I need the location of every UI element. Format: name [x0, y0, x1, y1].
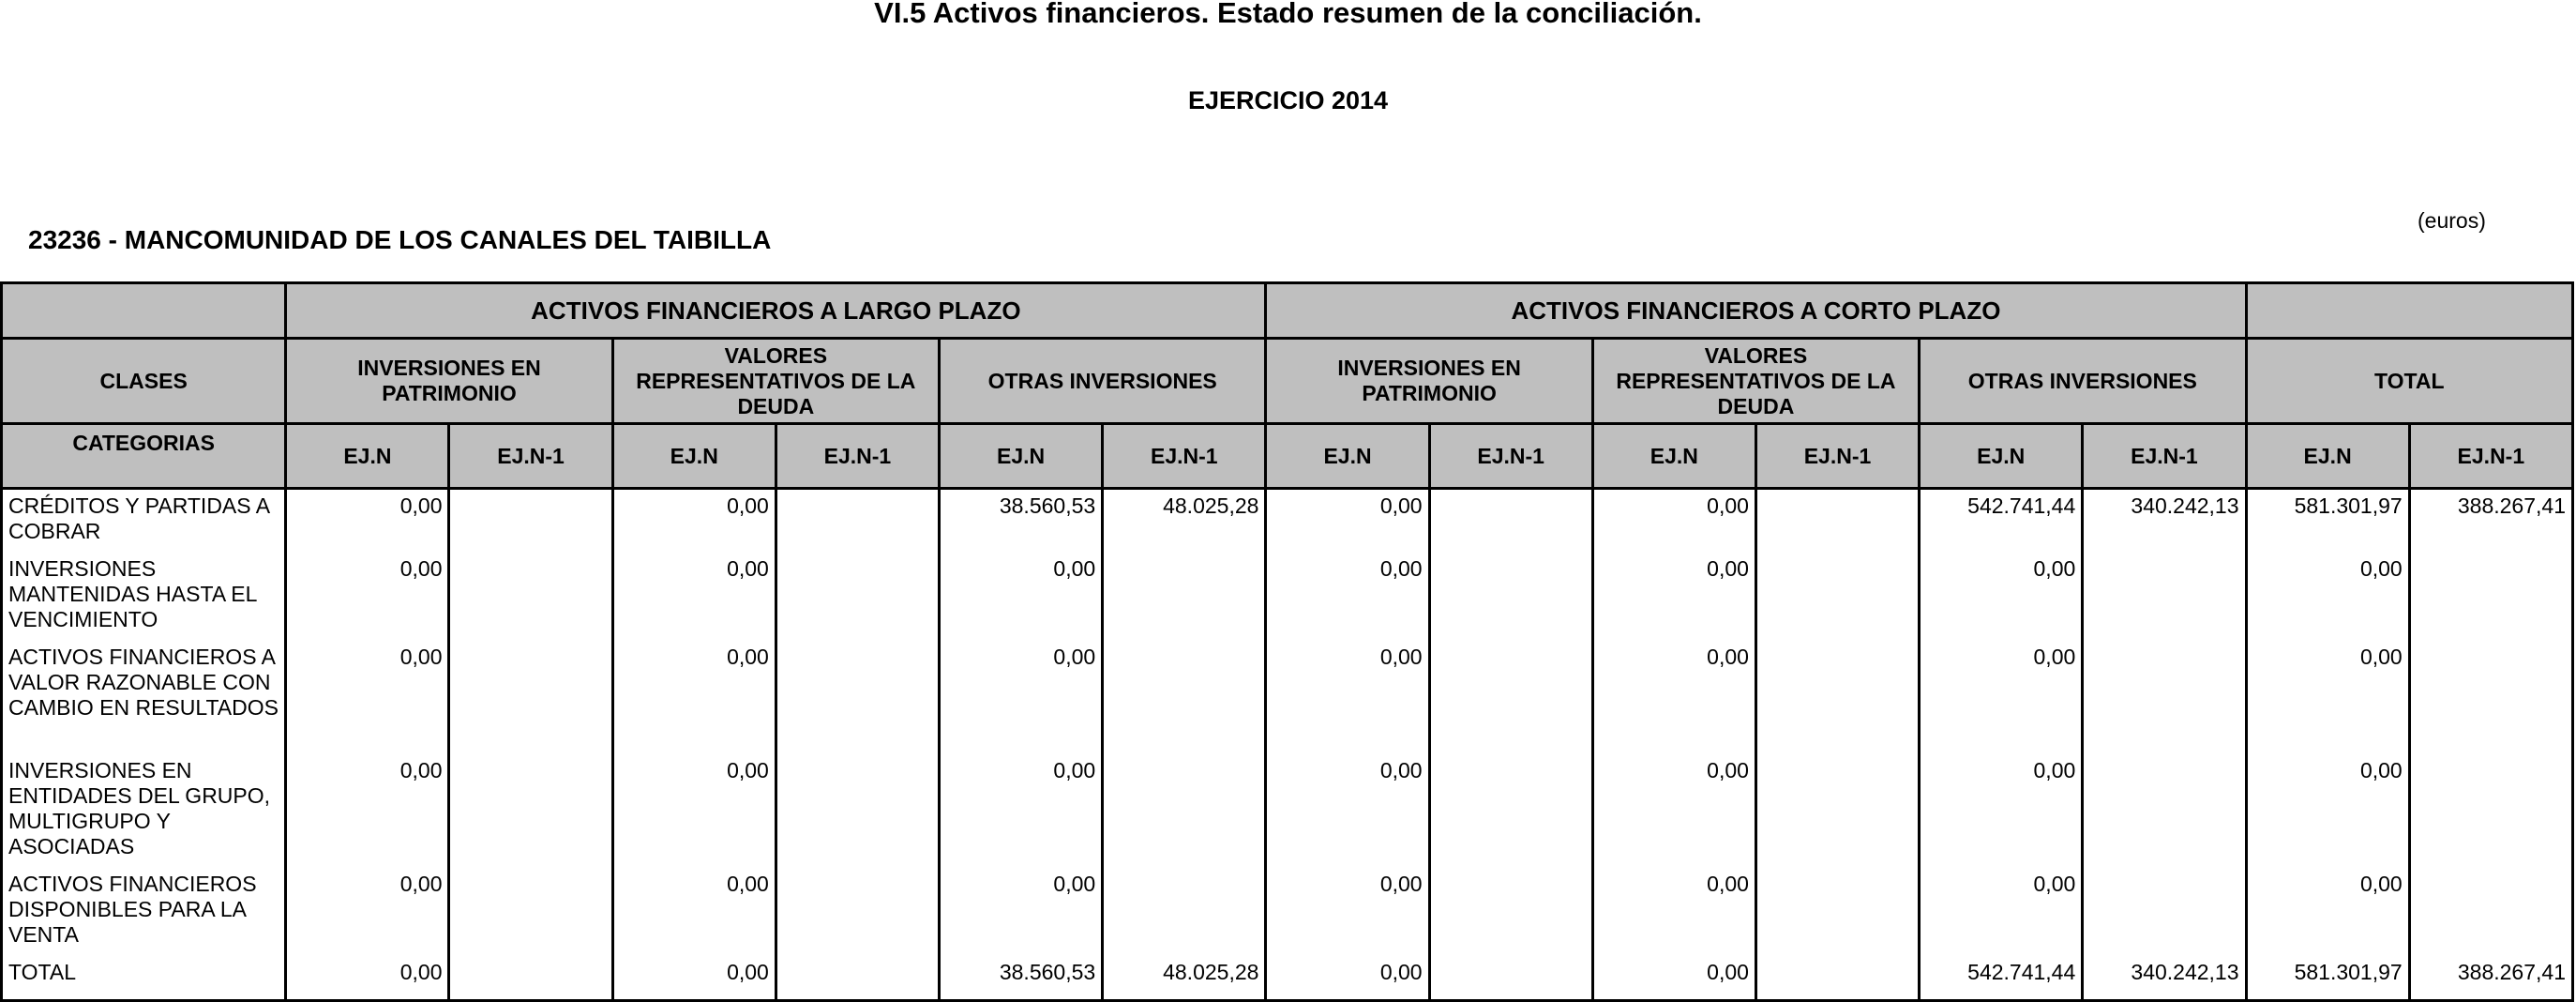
- table-cell: 581.301,97: [2246, 956, 2409, 1001]
- ej-n-header: EJ.N: [286, 424, 449, 489]
- table-cell: [776, 868, 939, 956]
- table-cell: 0,00: [940, 868, 1103, 956]
- table-cell: [1103, 553, 1266, 641]
- table-cell: 581.301,97: [2246, 489, 2409, 554]
- table-cell: [1103, 868, 1266, 956]
- table-cell: [776, 956, 939, 1001]
- table-cell: 0,00: [1592, 956, 1755, 1001]
- table-cell: [2083, 553, 2246, 641]
- table-cell: [2083, 641, 2246, 754]
- table-cell: 340.242,13: [2083, 956, 2246, 1001]
- ej-n1-header: EJ.N-1: [1755, 424, 1919, 489]
- table-cell: [1429, 553, 1592, 641]
- table-cell: 0,00: [1920, 553, 2083, 641]
- table-cell: 0,00: [612, 956, 776, 1001]
- table-cell: 0,00: [286, 868, 449, 956]
- table-cell: [1755, 868, 1919, 956]
- table-cell: [776, 641, 939, 754]
- ej-n-header: EJ.N: [612, 424, 776, 489]
- row-label: INVERSIONES MANTENIDAS HASTA EL VENCIMIENTO: [2, 553, 286, 641]
- table-cell: 38.560,53: [940, 956, 1103, 1001]
- table-cell: [449, 641, 612, 754]
- table-cell: [1755, 754, 1919, 868]
- table-cell: [1429, 754, 1592, 868]
- table-cell: 0,00: [1920, 754, 2083, 868]
- table-cell: 0,00: [286, 956, 449, 1001]
- group-short-term-header: ACTIVOS FINANCIEROS A CORTO PLAZO: [1266, 283, 2246, 339]
- table-cell: 0,00: [286, 553, 449, 641]
- group-total-blank: [2246, 283, 2572, 339]
- table-cell: [776, 754, 939, 868]
- ej-n-header: EJ.N: [2246, 424, 2409, 489]
- table-cell: 0,00: [286, 754, 449, 868]
- table-cell: [2409, 754, 2572, 868]
- cp-patrimonio-header: INVERSIONES EN PATRIMONIO: [1266, 339, 1592, 424]
- ej-n-header: EJ.N: [1920, 424, 2083, 489]
- ej-n-header: EJ.N: [1592, 424, 1755, 489]
- lp-patrimonio-header: INVERSIONES EN PATRIMONIO: [286, 339, 612, 424]
- table-cell: 0,00: [940, 553, 1103, 641]
- table-cell: 0,00: [2246, 553, 2409, 641]
- table-cell: [1755, 956, 1919, 1001]
- table-cell: [1755, 641, 1919, 754]
- table-cell: [2083, 754, 2246, 868]
- table-cell: 0,00: [286, 641, 449, 754]
- table-cell: 542.741,44: [1920, 956, 2083, 1001]
- table-cell: 0,00: [1920, 641, 2083, 754]
- table-cell: 0,00: [1592, 489, 1755, 554]
- page-subtitle: EJERCICIO 2014: [1187, 86, 1389, 114]
- table-cell: 0,00: [1266, 956, 1429, 1001]
- table-cell: 0,00: [1592, 641, 1755, 754]
- table-cell: 542.741,44: [1920, 489, 2083, 554]
- table-cell: 0,00: [1592, 754, 1755, 868]
- ej-n1-header: EJ.N-1: [2083, 424, 2246, 489]
- table-cell: 48.025,28: [1103, 956, 1266, 1001]
- table-row: [2, 868, 2573, 956]
- row-label: CRÉDITOS Y PARTIDAS A COBRAR: [2, 489, 286, 554]
- units-label: (euros): [2418, 208, 2486, 233]
- ej-n-header: EJ.N: [940, 424, 1103, 489]
- table-cell: [449, 754, 612, 868]
- table-cell: 0,00: [612, 641, 776, 754]
- table-cell: [1429, 641, 1592, 754]
- table-cell: 0,00: [1266, 868, 1429, 956]
- ej-n1-header: EJ.N-1: [2409, 424, 2572, 489]
- table-row: [2, 641, 2573, 754]
- table-cell: [2409, 641, 2572, 754]
- row-label: ACTIVOS FINANCIEROS DISPONIBLES PARA LA VENTA: [2, 868, 286, 956]
- table-cell: [449, 553, 612, 641]
- table-cell: 0,00: [940, 641, 1103, 754]
- table-cell: 0,00: [1920, 868, 2083, 956]
- table-cell: 0,00: [1592, 868, 1755, 956]
- table-cell: 0,00: [2246, 641, 2409, 754]
- table-cell: 0,00: [1266, 754, 1429, 868]
- row-label: TOTAL: [2, 956, 286, 1001]
- table-cell: [1429, 956, 1592, 1001]
- lp-otras-header: OTRAS INVERSIONES: [940, 339, 1266, 424]
- table-cell: 0,00: [1592, 553, 1755, 641]
- cp-otras-header: OTRAS INVERSIONES: [1920, 339, 2246, 424]
- table-cell: [449, 489, 612, 554]
- table-row: [2, 553, 2573, 641]
- table-cell: [1429, 868, 1592, 956]
- table-cell: 48.025,28: [1103, 489, 1266, 554]
- table-cell: [2083, 868, 2246, 956]
- table-cell: 388.267,41: [2409, 489, 2572, 554]
- table-cell: [449, 868, 612, 956]
- table-row: [2, 754, 2573, 868]
- table-cell: 0,00: [1266, 641, 1429, 754]
- ej-n-header: EJ.N: [1266, 424, 1429, 489]
- categorias-header: CATEGORIAS: [2, 424, 286, 489]
- table-cell: 0,00: [612, 754, 776, 868]
- table-cell: 38.560,53: [940, 489, 1103, 554]
- table-cell: [1755, 553, 1919, 641]
- table-cell: [2409, 868, 2572, 956]
- table-cell: 340.242,13: [2083, 489, 2246, 554]
- table-cell: [1755, 489, 1919, 554]
- table-cell: 388.267,41: [2409, 956, 2572, 1001]
- page-title: VI.5 Activos financieros. Estado resumen de la conciliación.: [874, 0, 1702, 29]
- lp-valores-header: VALORES REPRESENTATIVOS DE LA DEUDA: [612, 339, 939, 424]
- table-cell: 0,00: [2246, 754, 2409, 868]
- group-long-term-header: ACTIVOS FINANCIEROS A LARGO PLAZO: [286, 283, 1266, 339]
- table-cell: [776, 489, 939, 554]
- table-cell: 0,00: [286, 489, 449, 554]
- table-cell: 0,00: [2246, 868, 2409, 956]
- ej-n1-header: EJ.N-1: [1103, 424, 1266, 489]
- total-row: [2, 956, 2573, 1001]
- table-cell: [2409, 553, 2572, 641]
- table-cell: 0,00: [612, 489, 776, 554]
- table-cell: 0,00: [1266, 553, 1429, 641]
- ej-n1-header: EJ.N-1: [1429, 424, 1592, 489]
- ej-n1-header: EJ.N-1: [776, 424, 939, 489]
- table-cell: [776, 553, 939, 641]
- table-cell: [1429, 489, 1592, 554]
- table-cell: 0,00: [1266, 489, 1429, 554]
- table-cell: [449, 956, 612, 1001]
- ej-n1-header: EJ.N-1: [449, 424, 612, 489]
- table-cell: [1103, 641, 1266, 754]
- table-cell: 0,00: [612, 868, 776, 956]
- clases-header: CLASES: [2, 339, 286, 424]
- row-label: ACTIVOS FINANCIEROS A VALOR RAZONABLE CON CAMBIO EN RESULTADOS: [2, 641, 286, 754]
- reconciliation-table: [0, 281, 2574, 1002]
- table-cell: 0,00: [612, 553, 776, 641]
- total-header: TOTAL: [2246, 339, 2572, 424]
- table-row: [2, 489, 2573, 554]
- table-cell: 0,00: [940, 754, 1103, 868]
- entity-name: 23236 - MANCOMUNIDAD DE LOS CANALES DEL TAIBILLA: [28, 225, 772, 254]
- table-cell: [1103, 754, 1266, 868]
- cp-valores-header: VALORES REPRESENTATIVOS DE LA DEUDA: [1592, 339, 1919, 424]
- row-label: INVERSIONES EN ENTIDADES DEL GRUPO, MULTIGRUPO Y ASOCIADAS: [2, 754, 286, 868]
- header-blank: [2, 283, 286, 339]
